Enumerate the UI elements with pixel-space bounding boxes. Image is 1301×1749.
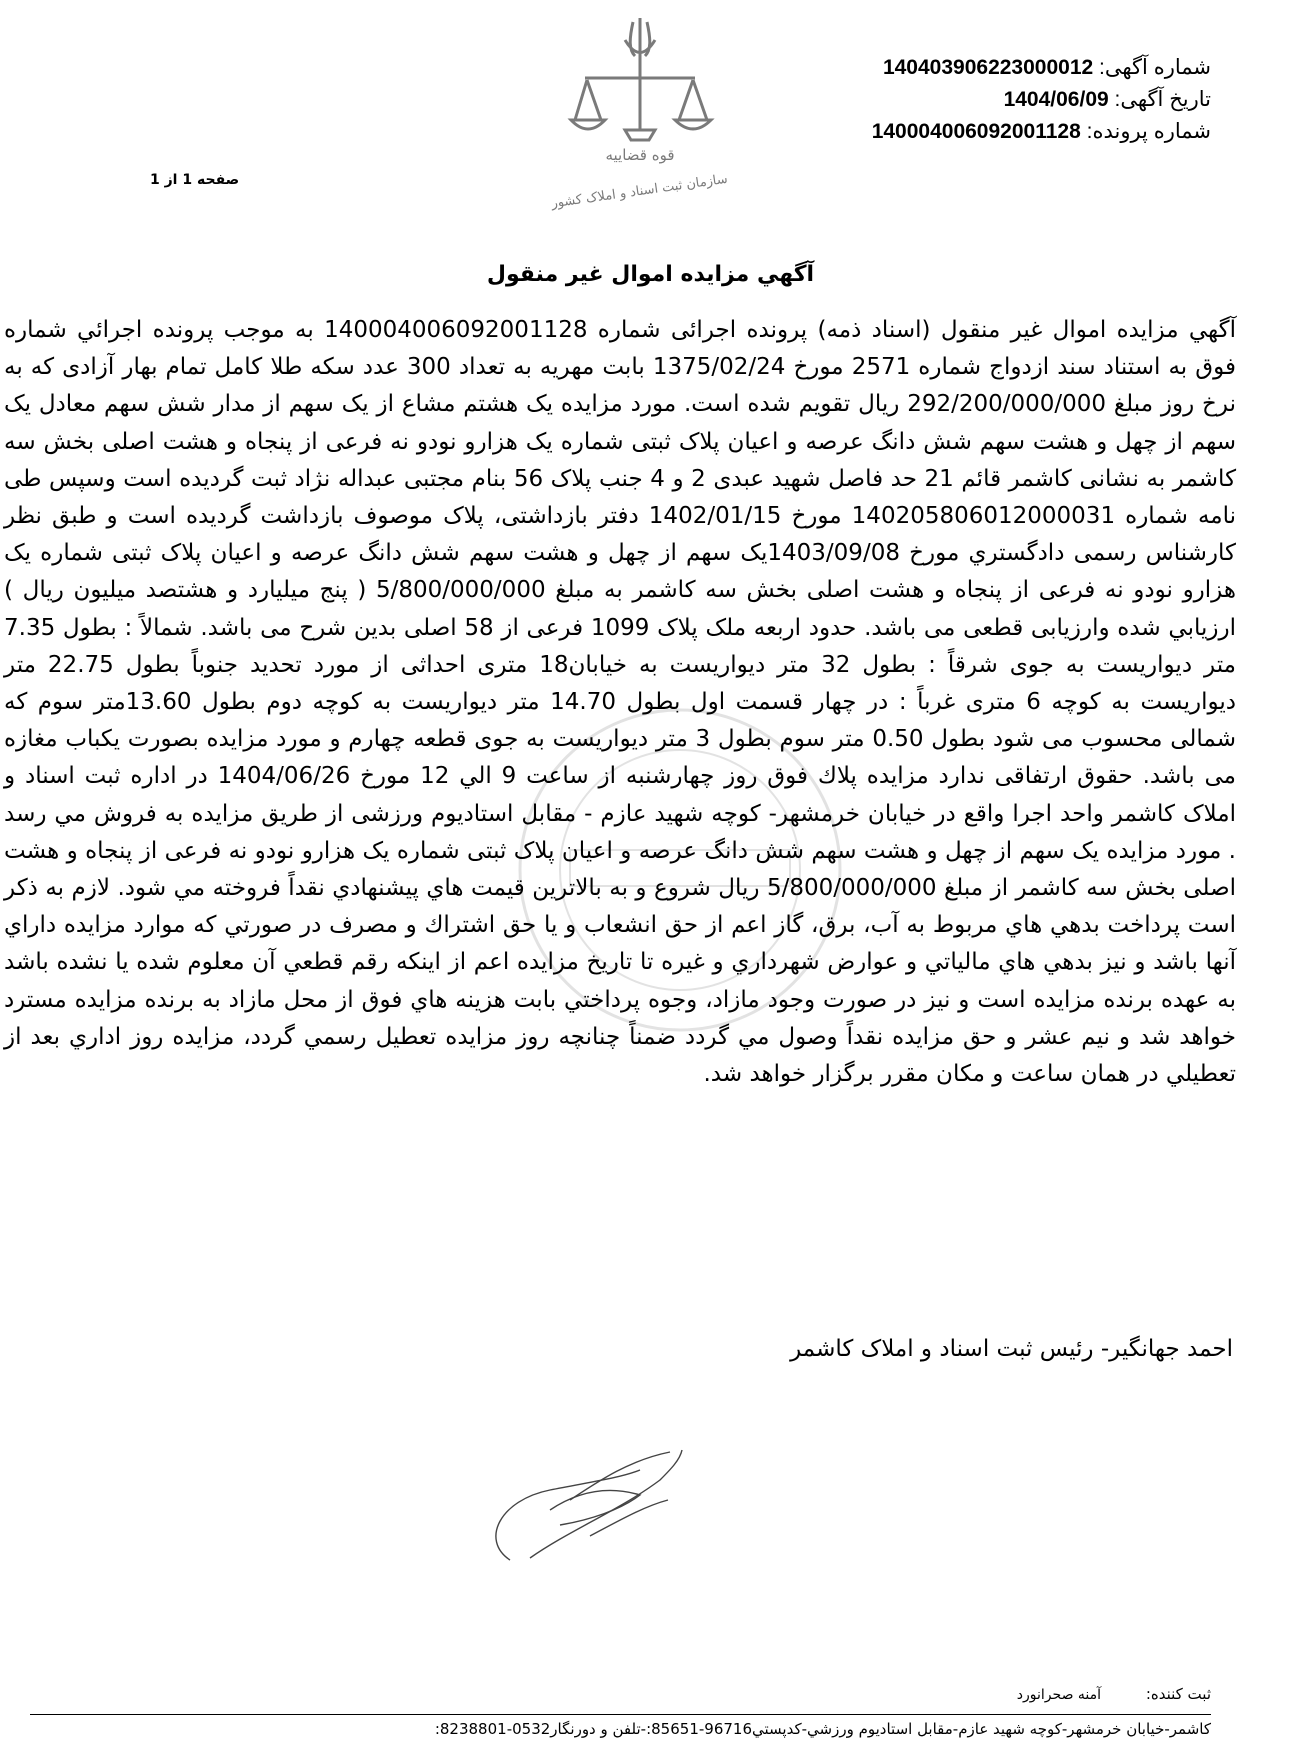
footer-address: کاشمر-خیابان خرمشهر-کوچه شهید عازم-مقابل استادیوم ورزشي-کدپستي96716-85651:-تلفن و دورنگار0532-8238801: — [434, 1720, 1211, 1738]
notice-body — [4, 312, 1236, 1093]
ad-number: 140403906223000012 — [882, 56, 1094, 79]
ad-metadata — [872, 52, 1211, 148]
case-number-label: شماره پرونده: — [1086, 120, 1211, 143]
emblem-bottom-text: سازمان ثبت اسناد و املاک کشور — [550, 171, 729, 212]
ad-date-row — [872, 84, 1211, 116]
case-number-row — [872, 116, 1211, 148]
registrar-name: آمنه صحرانورد — [1016, 1687, 1102, 1703]
ad-number-label: شماره آگهی: — [1099, 56, 1211, 79]
handwritten-signature — [470, 1440, 700, 1580]
ad-date: 1404/06/09 — [1003, 88, 1109, 111]
case-number: 140004006092001128 — [871, 120, 1081, 143]
footer-divider — [30, 1714, 1211, 1715]
notice-paragraph: آگهي مزايده اموال غير منقول (اسناد ذمه) پرونده اجرائی شماره 140004006092001128 به موجب پرونده اجرائي شماره فوق به استناد سند ازدواج شماره 2571 مورخ 1375/02/24 بابت مهریه به تعداد 300 عدد سکه طلا کامل تمام بهار آزادی که به نرخ روز مبلغ 292/200/000/000 ریال تقویم شده است. مورد مزایده یک هشتم مشاع از یک سهم از مدار شش سهم معادل یک سهم از چهل و هشت سهم شش دانگ عرصه و اعیان پلاک ثبتی شماره یک هزارو نودو نه فرعی از پنجاه و هشت اصلی بخش سه کاشمر به نشانی کاشمر قائم 21 حد فاصل شهید عبدی 2 و 4 جنب پلاک 56 بنام مجتبی عبداله نژاد ثبت گردیده است وسپس طی نامه شماره 140205806012000031 مورخ 1402/01/15 دفتر بازداشتی، پلاک موصوف بازداشت گردیده است و طبق نظر کارشناس رسمی دادگستري مورخ 1403/09/08یک سهم از چهل و هشت سهم شش دانگ عرصه و اعیان پلاک ثبتی شماره یک هزارو نودو نه فرعی از پنجاه و هشت اصلی بخش سه کاشمر به مبلغ 5/800/000/000 ( پنج میلیارد و هشتصد میلیون ریال ) ارزيابي شده وارزیابی قطعی می باشد. حدود اربعه ملک پلاک 1099 فرعی از 58 اصلی بدین شرح می باشد. شمالاً : بطول 7.35 متر دیواریست به جوی شرقاً : بطول 32 متر دیواریست به خیابان18 متری احداثی از مورد تحدید جنوباً بطول 22.75 متر دیواریست به کوچه 6 متری غرباً : در چهار قسمت اول بطول 14.70 متر دیواریست به کوچه دوم بطول 13.60متر سوم که شمالی محسوب می شود بطول 0.50 متر سوم بطول 3 متر دیواریست به جوی قطعه چهارم و مورد مزایده بصورت یکباب مغازه می باشد. حقوق ارتفاقی ندارد مزايده پلاك فوق روز چهارشنبه از ساعت 9 الي 12 مورخ 1404/06/26 در اداره ثبت اسناد و املاک کاشمر واحد اجرا واقع در خیابان خرمشهر- کوچه شهید عازم - مقابل استادیوم ورزشی از طریق مزایده به فروش مي رسد . مورد مزایده یک سهم از چهل و هشت سهم شش دانگ عرصه و اعیان پلاک ثبتی شماره یک هزارو نودو نه فرعی از پنجاه و هشت اصلی بخش سه کاشمر از مبلغ 5/800/000/000 ریال شروع و به بالاترين قيمت هاي پيشنهادي نقداً فروخته مي شود. لازم به ذکر است پرداخت بدهي هاي مربوط به آب، برق، گاز اعم از حق انشعاب و يا حق اشتراك و مصرف در صورتي كه موارد مزايده داراي آنها باشد و نيز بدهي هاي مالياتي و عوارض شهرداري و غيره تا تاريخ مزايده اعم از اينكه رقم قطعي آن معلوم شده يا نشده باشد به عهده برنده مزايده است و نيز در صورت وجود مازاد، وجوه پرداختي بابت هزينه هاي فوق از محل مازاد به برنده مزايده مسترد خواهد شد و نيم عشر و حق مزايده نقداً وصول مي گردد ضمناً چنانچه روز مزايده تعطيل رسمي گردد، مزايده روز اداري بعد از تعطيلي در همان ساعت و مكان مقرر برگزار خواهد شد. — [4, 317, 1237, 1088]
ad-number-row — [872, 52, 1211, 84]
document-title: آگهي مزايده اموال غير منقول — [486, 262, 815, 287]
registrar — [1017, 1685, 1211, 1703]
signer-line: احمد جهانگير- رئيس ثبت اسناد و املاک کاشمر — [790, 1336, 1233, 1362]
page-indicator: صفحه 1 از 1 — [150, 172, 240, 188]
emblem-top-text: قوه قضاییه — [605, 146, 675, 164]
registrar-label: ثبت کننده: — [1145, 1685, 1211, 1703]
judiciary-emblem-logo — [550, 10, 729, 220]
ad-date-label: تاریخ آگهی: — [1114, 88, 1211, 111]
